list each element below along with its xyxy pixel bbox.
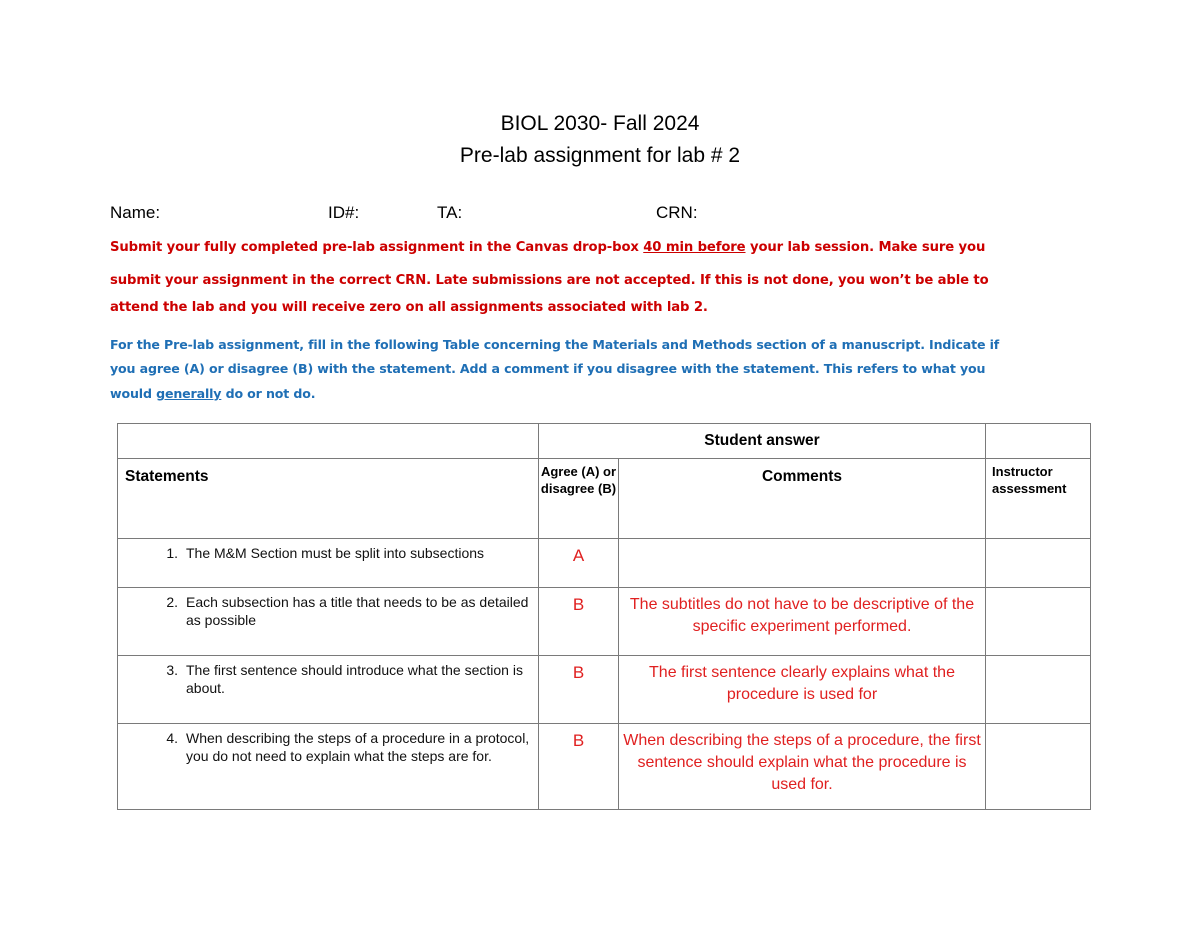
statement-cell bbox=[118, 539, 539, 588]
statements-table bbox=[117, 423, 1091, 810]
document-title: BIOL 2030- Fall 2024 bbox=[500, 112, 700, 135]
table-header-row-1 bbox=[118, 424, 1091, 459]
instructions-line-2: you agree (A) or disagree (B) with the statement. Add a comment if you disagree with the statement. This refers to what you bbox=[110, 361, 986, 376]
statement-cell bbox=[118, 656, 539, 724]
name-label: Name: bbox=[110, 203, 161, 222]
instructions-line-1: For the Pre-lab assignment, fill in the following Table concerning the Materials and Methods section of a manuscript. Indicate if bbox=[110, 337, 1000, 352]
comment-cell[interactable]: The first sentence clearly explains what the procedure is used for bbox=[619, 656, 986, 724]
statement-text: Each subsection has a title that needs to be as detailed as possible bbox=[186, 594, 529, 628]
statement-number: 3. bbox=[166, 662, 178, 678]
table-row bbox=[118, 588, 1091, 656]
statement-text: The first sentence should introduce what the section is about. bbox=[186, 662, 523, 696]
comment-cell[interactable] bbox=[619, 539, 986, 588]
statement-number: 2. bbox=[166, 594, 178, 610]
answer-cell[interactable]: B bbox=[539, 588, 619, 656]
table-header-row-2 bbox=[118, 459, 1091, 539]
comments-header: Comments bbox=[619, 459, 986, 539]
document-subtitle: Pre-lab assignment for lab # 2 bbox=[459, 144, 741, 167]
table-row bbox=[118, 539, 1091, 588]
statement-number: 4. bbox=[166, 730, 178, 746]
instructor-assessment-cell bbox=[986, 588, 1091, 656]
statement-cell bbox=[118, 724, 539, 810]
instructor-assessment-cell bbox=[986, 656, 1091, 724]
instructor-assessment-header: Instructor assessment bbox=[986, 459, 1091, 539]
generally-emphasis: generally bbox=[156, 386, 222, 401]
ta-label: TA: bbox=[437, 203, 463, 222]
student-answer-header: Student answer bbox=[539, 424, 986, 459]
submission-notice-line-2: submit your assignment in the correct CRN. Late submissions are not accepted. If this is not done, you won’t be able to bbox=[110, 273, 989, 288]
comment-cell[interactable]: When describing the steps of a procedure, the first sentence should explain what the procedure is used for. bbox=[619, 724, 986, 810]
statement-number: 1. bbox=[166, 545, 178, 561]
instructions-line-3: would generally do or not do. bbox=[110, 386, 316, 401]
instructor-assessment-cell bbox=[986, 724, 1091, 810]
id-label: ID#: bbox=[328, 203, 360, 222]
statement-text: The M&M Section must be split into subsections bbox=[186, 545, 485, 561]
submission-notice-line-3: attend the lab and you will receive zero on all assignments associated with lab 2. bbox=[110, 300, 708, 315]
deadline-emphasis: 40 min before bbox=[643, 240, 746, 255]
answer-cell[interactable]: B bbox=[539, 724, 619, 810]
statements-header: Statements bbox=[118, 459, 539, 539]
submission-notice-line-1: Submit your fully completed pre-lab assignment in the Canvas drop-box 40 min before your lab session. Make sure you bbox=[110, 240, 986, 255]
instructor-assessment-cell bbox=[986, 539, 1091, 588]
answer-cell[interactable]: A bbox=[539, 539, 619, 588]
header-empty-cell bbox=[118, 424, 539, 459]
header-empty-cell-right bbox=[986, 424, 1091, 459]
crn-label: CRN: bbox=[656, 203, 698, 222]
table-row bbox=[118, 656, 1091, 724]
comment-cell[interactable]: The subtitles do not have to be descriptive of the specific experiment performed. bbox=[619, 588, 986, 656]
statement-cell bbox=[118, 588, 539, 656]
statement-text: When describing the steps of a procedure in a protocol, you do not need to explain what the steps are for. bbox=[186, 730, 530, 764]
answer-cell[interactable]: B bbox=[539, 656, 619, 724]
agree-disagree-header: Agree (A) or disagree (B) bbox=[539, 459, 619, 539]
table-row bbox=[118, 724, 1091, 810]
